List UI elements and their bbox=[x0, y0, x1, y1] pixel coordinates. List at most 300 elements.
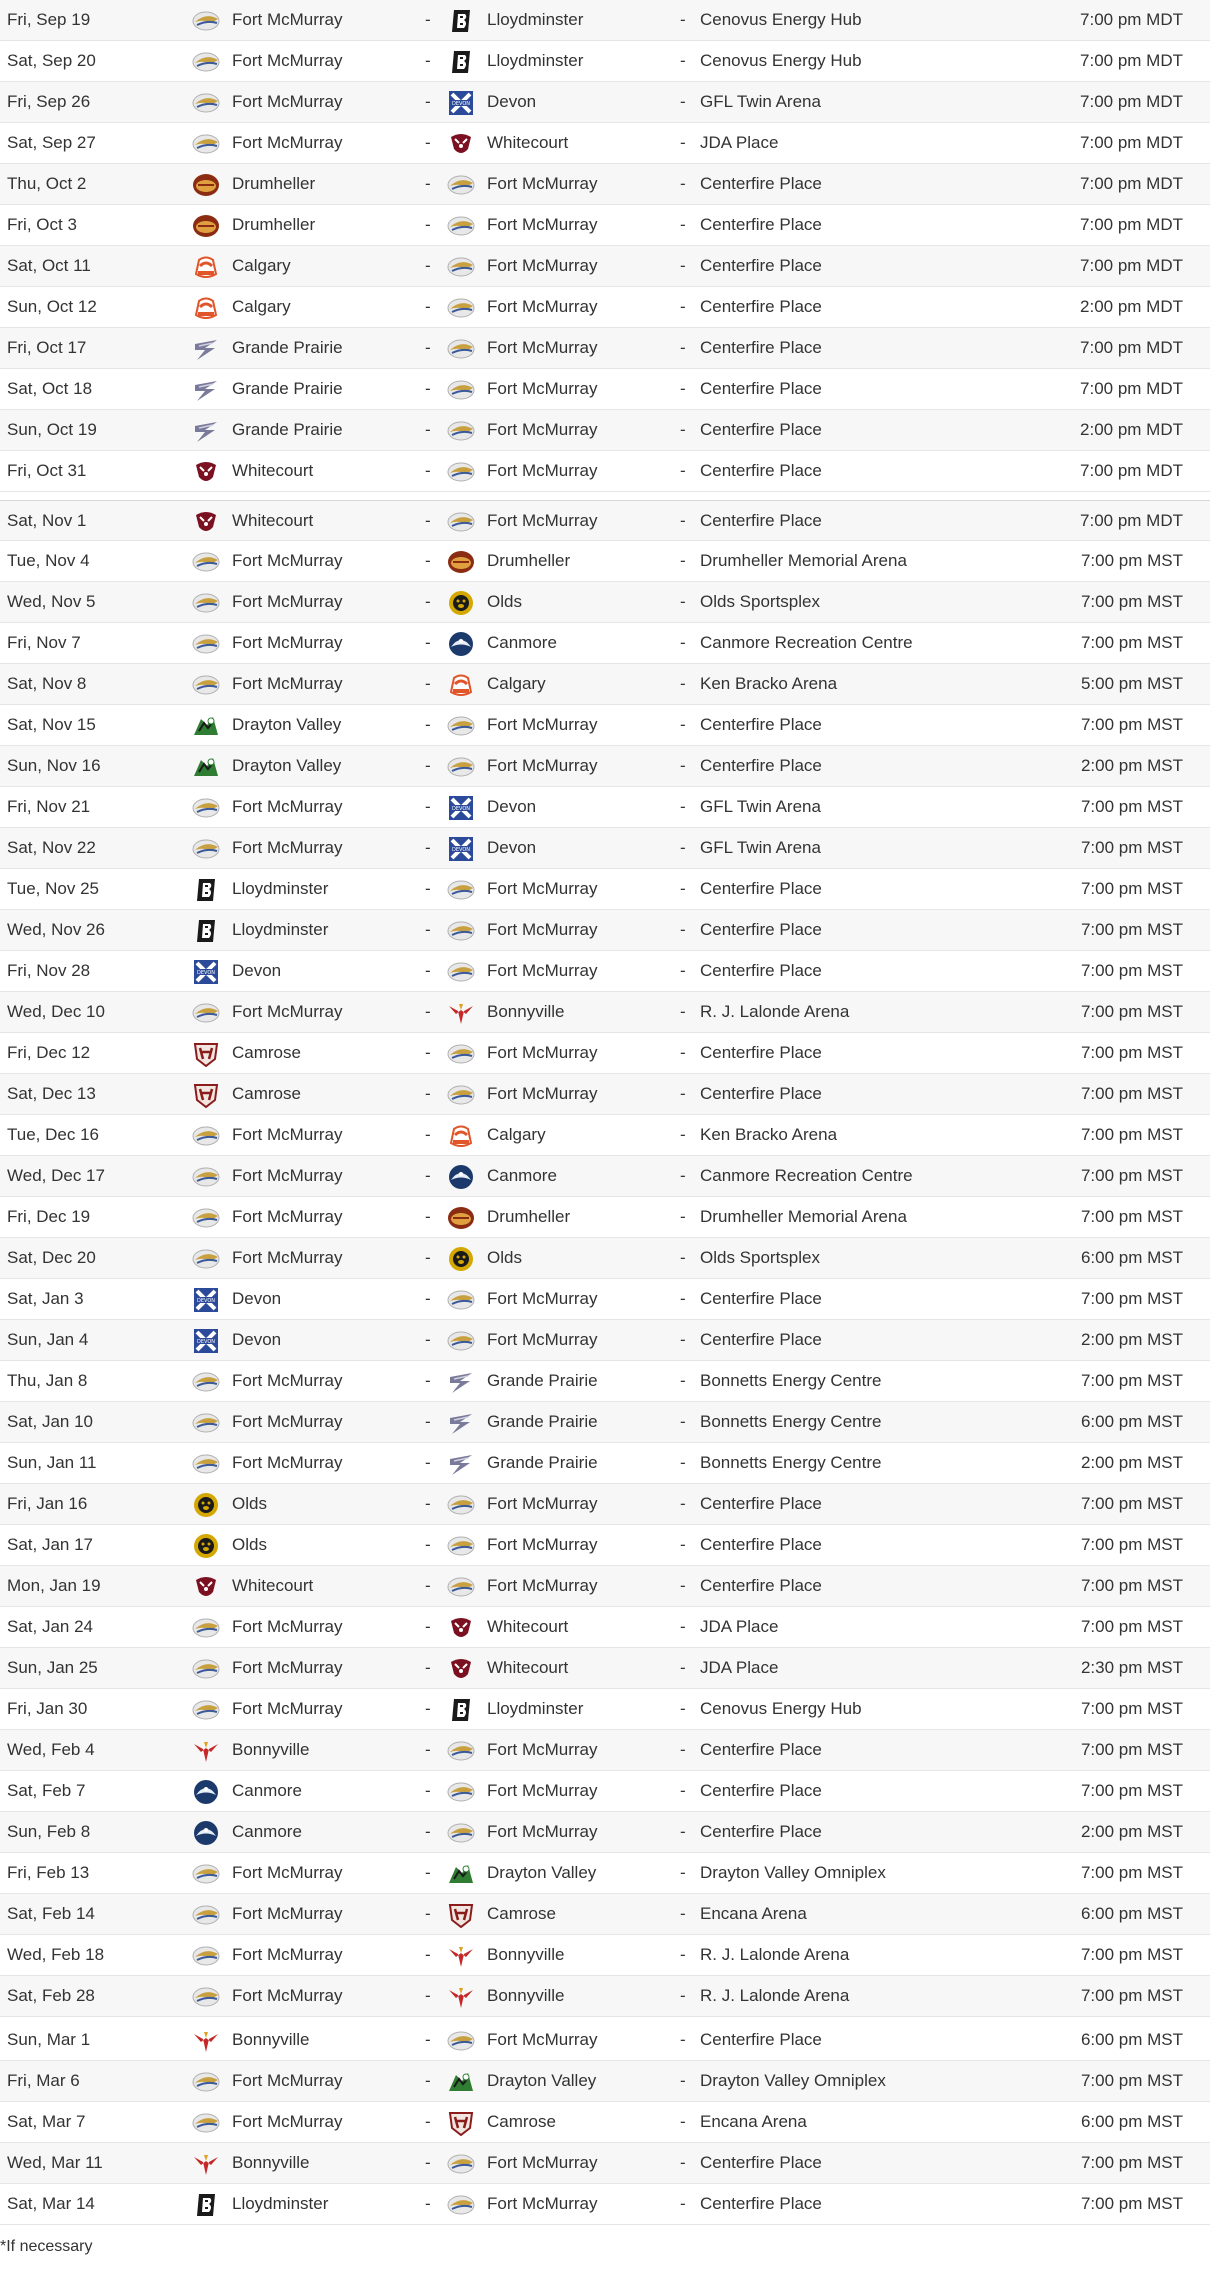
separator-dash: - bbox=[680, 10, 686, 29]
game-time: 7:00 pm MST bbox=[1080, 1740, 1183, 1759]
away-team-name: Fort McMurray bbox=[487, 2194, 598, 2213]
away-team-name: Devon bbox=[487, 797, 537, 816]
schedule-row bbox=[0, 582, 1210, 623]
venue-name: GFL Twin Arena bbox=[700, 797, 821, 816]
game-date: Fri, Oct 3 bbox=[7, 215, 77, 234]
venue-name: Centerfire Place bbox=[700, 379, 822, 398]
bobcats-logo-icon bbox=[191, 2192, 221, 2218]
schedule-row bbox=[0, 246, 1210, 287]
venue-name: Centerfire Place bbox=[700, 2030, 822, 2049]
venue-name: Drayton Valley Omniplex bbox=[700, 2071, 886, 2090]
venue-name: Centerfire Place bbox=[700, 338, 822, 357]
home-team-name: Drumheller bbox=[232, 215, 316, 234]
oil-barons-logo-icon bbox=[191, 1410, 221, 1436]
away-team-name: Calgary bbox=[487, 674, 546, 693]
home-team-name: Camrose bbox=[232, 1043, 301, 1062]
home-team-name: Fort McMurray bbox=[232, 1412, 343, 1431]
game-time: 7:00 pm MST bbox=[1080, 920, 1183, 939]
game-date: Sun, Nov 16 bbox=[7, 756, 101, 775]
schedule-row bbox=[0, 787, 1210, 828]
home-team-name: Fort McMurray bbox=[232, 1371, 343, 1390]
away-team-name: Fort McMurray bbox=[487, 420, 598, 439]
game-time: 7:00 pm MDT bbox=[1080, 461, 1183, 480]
game-time: 5:00 pm MST bbox=[1080, 674, 1183, 693]
venue-name: Cenovus Energy Hub bbox=[700, 1699, 862, 1718]
separator-dash: - bbox=[425, 133, 431, 152]
separator-dash: - bbox=[425, 297, 431, 316]
game-date: Sat, Mar 7 bbox=[7, 2112, 86, 2131]
separator-dash: - bbox=[680, 1289, 686, 1308]
separator-dash: - bbox=[680, 1945, 686, 1964]
oil-barons-logo-icon bbox=[191, 1451, 221, 1477]
canucks-logo-icon bbox=[446, 1123, 476, 1149]
storm-logo-icon bbox=[191, 336, 221, 362]
schedule-row bbox=[0, 2061, 1210, 2102]
venue-name: Centerfire Place bbox=[700, 879, 822, 898]
separator-dash: - bbox=[425, 1781, 431, 1800]
game-time: 2:30 pm MST bbox=[1080, 1658, 1183, 1677]
separator-dash: - bbox=[425, 1986, 431, 2005]
away-team-name: Grande Prairie bbox=[487, 1453, 598, 1472]
separator-dash: - bbox=[680, 51, 686, 70]
separator-dash: - bbox=[680, 92, 686, 111]
away-team-name: Fort McMurray bbox=[487, 174, 598, 193]
home-team-name: Devon bbox=[232, 1289, 282, 1308]
xtreme-logo-icon bbox=[446, 836, 476, 862]
game-time: 7:00 pm MST bbox=[1080, 797, 1183, 816]
separator-dash: - bbox=[425, 1863, 431, 1882]
separator-dash: - bbox=[680, 1412, 686, 1431]
pontiacs-logo-icon bbox=[191, 2028, 221, 2054]
oil-barons-logo-icon bbox=[191, 2110, 221, 2136]
home-team-name: Fort McMurray bbox=[232, 551, 343, 570]
svg-text:DEVON: DEVON bbox=[196, 1298, 216, 1304]
separator-dash: - bbox=[425, 1535, 431, 1554]
game-date: Sun, Mar 1 bbox=[7, 2030, 91, 2049]
separator-dash: - bbox=[425, 92, 431, 111]
pontiacs-logo-icon bbox=[446, 1984, 476, 2010]
venue-name: Centerfire Place bbox=[700, 961, 822, 980]
away-team-name: Fort McMurray bbox=[487, 1781, 598, 1800]
schedule-row bbox=[0, 1976, 1210, 2017]
schedule-row bbox=[0, 951, 1210, 992]
home-team-name: Grande Prairie bbox=[232, 338, 343, 357]
grizzlys-logo-icon bbox=[191, 1533, 221, 1559]
separator-dash: - bbox=[680, 1043, 686, 1062]
separator-dash: - bbox=[425, 756, 431, 775]
oil-barons-logo-icon bbox=[191, 1943, 221, 1969]
home-team-name: Olds bbox=[232, 1494, 267, 1513]
home-team-name: Bonnyville bbox=[232, 1740, 310, 1759]
separator-dash: - bbox=[680, 379, 686, 398]
venue-name: Centerfire Place bbox=[700, 920, 822, 939]
game-time: 7:00 pm MST bbox=[1080, 2071, 1183, 2090]
schedule-row bbox=[0, 746, 1210, 787]
game-date: Sun, Oct 19 bbox=[7, 420, 97, 439]
bobcats-logo-icon bbox=[191, 918, 221, 944]
separator-dash: - bbox=[680, 1740, 686, 1759]
schedule-row bbox=[0, 1279, 1210, 1320]
away-team-name: Fort McMurray bbox=[487, 1576, 598, 1595]
separator-dash: - bbox=[425, 1002, 431, 1021]
game-time: 7:00 pm MDT bbox=[1080, 92, 1183, 111]
separator-dash: - bbox=[680, 1617, 686, 1636]
venue-name: Centerfire Place bbox=[700, 1781, 822, 1800]
separator-dash: - bbox=[680, 1125, 686, 1144]
away-team-name: Fort McMurray bbox=[487, 461, 598, 480]
oil-barons-logo-icon bbox=[191, 49, 221, 75]
home-team-name: Bonnyville bbox=[232, 2030, 310, 2049]
game-time: 2:00 pm MDT bbox=[1080, 420, 1183, 439]
away-team-name: Drayton Valley bbox=[487, 2071, 597, 2090]
away-team-name: Fort McMurray bbox=[487, 1084, 598, 1103]
venue-name: JDA Place bbox=[700, 1617, 779, 1636]
schedule-row bbox=[0, 1074, 1210, 1115]
game-time: 7:00 pm MST bbox=[1080, 1166, 1183, 1185]
away-team-name: Calgary bbox=[487, 1125, 546, 1144]
separator-dash: - bbox=[425, 551, 431, 570]
game-date: Thu, Oct 2 bbox=[7, 174, 87, 193]
oil-barons-logo-icon bbox=[446, 1574, 476, 1600]
game-time: 2:00 pm MST bbox=[1080, 1330, 1183, 1349]
separator-dash: - bbox=[680, 715, 686, 734]
game-date: Fri, Jan 16 bbox=[7, 1494, 88, 1513]
xtreme-logo-icon bbox=[191, 1287, 221, 1313]
svg-text:DEVON: DEVON bbox=[196, 970, 216, 976]
game-time: 7:00 pm MST bbox=[1080, 1207, 1183, 1226]
game-time: 2:00 pm MDT bbox=[1080, 297, 1183, 316]
separator-dash: - bbox=[680, 133, 686, 152]
game-time: 7:00 pm MST bbox=[1080, 1781, 1183, 1800]
separator-dash: - bbox=[425, 174, 431, 193]
game-date: Wed, Nov 5 bbox=[7, 592, 96, 611]
schedule-row bbox=[0, 1402, 1210, 1443]
separator-dash: - bbox=[425, 256, 431, 275]
game-date: Sun, Oct 12 bbox=[7, 297, 97, 316]
venue-name: Centerfire Place bbox=[700, 511, 822, 530]
separator-dash: - bbox=[680, 756, 686, 775]
venue-name: Centerfire Place bbox=[700, 1822, 822, 1841]
game-time: 7:00 pm MST bbox=[1080, 838, 1183, 857]
game-date: Sat, Dec 13 bbox=[7, 1084, 96, 1103]
separator-dash: - bbox=[680, 1330, 686, 1349]
oil-barons-logo-icon bbox=[191, 1123, 221, 1149]
separator-dash: - bbox=[425, 1412, 431, 1431]
oil-barons-logo-icon bbox=[446, 2192, 476, 2218]
storm-logo-icon bbox=[191, 418, 221, 444]
separator-dash: - bbox=[680, 1658, 686, 1677]
schedule-row bbox=[0, 828, 1210, 869]
home-team-name: Drumheller bbox=[232, 174, 316, 193]
separator-dash: - bbox=[425, 1658, 431, 1677]
oil-barons-logo-icon bbox=[446, 172, 476, 198]
game-time: 7:00 pm MST bbox=[1080, 592, 1183, 611]
game-time: 7:00 pm MDT bbox=[1080, 174, 1183, 193]
schedule-row bbox=[0, 1197, 1210, 1238]
home-team-name: Grande Prairie bbox=[232, 420, 343, 439]
separator-dash: - bbox=[425, 461, 431, 480]
oil-barons-logo-icon bbox=[191, 631, 221, 657]
oil-barons-logo-icon bbox=[446, 377, 476, 403]
game-date: Fri, Nov 21 bbox=[7, 797, 91, 816]
separator-dash: - bbox=[680, 215, 686, 234]
game-date: Tue, Nov 25 bbox=[7, 879, 99, 898]
wolverines-logo-icon bbox=[191, 509, 221, 535]
separator-dash: - bbox=[680, 1863, 686, 1882]
home-team-name: Devon bbox=[232, 961, 282, 980]
game-date: Sun, Jan 4 bbox=[7, 1330, 89, 1349]
venue-name: Centerfire Place bbox=[700, 2194, 822, 2213]
separator-dash: - bbox=[680, 1822, 686, 1841]
game-date: Sat, Mar 14 bbox=[7, 2194, 95, 2213]
separator-dash: - bbox=[680, 551, 686, 570]
schedule-row bbox=[0, 1607, 1210, 1648]
game-time: 7:00 pm MST bbox=[1080, 1986, 1183, 2005]
schedule-row bbox=[0, 1853, 1210, 1894]
game-date: Wed, Feb 18 bbox=[7, 1945, 105, 1964]
game-time: 7:00 pm MST bbox=[1080, 1699, 1183, 1718]
away-team-name: Fort McMurray bbox=[487, 879, 598, 898]
game-time: 7:00 pm MST bbox=[1080, 2194, 1183, 2213]
game-date: Fri, Sep 26 bbox=[7, 92, 91, 111]
oil-barons-logo-icon bbox=[191, 1000, 221, 1026]
xtreme-logo-icon bbox=[446, 90, 476, 116]
away-team-name: Bonnyville bbox=[487, 1945, 565, 1964]
game-time: 7:00 pm MST bbox=[1080, 1371, 1183, 1390]
oil-barons-logo-icon bbox=[446, 754, 476, 780]
oil-barons-logo-icon bbox=[191, 1615, 221, 1641]
game-time: 7:00 pm MDT bbox=[1080, 511, 1183, 530]
home-team-name: Fort McMurray bbox=[232, 797, 343, 816]
separator-dash: - bbox=[680, 879, 686, 898]
schedule-row bbox=[0, 910, 1210, 951]
game-time: 2:00 pm MST bbox=[1080, 1453, 1183, 1472]
separator-dash: - bbox=[425, 920, 431, 939]
venue-name: Centerfire Place bbox=[700, 1535, 822, 1554]
separator-dash: - bbox=[425, 2153, 431, 2172]
thunder-logo-icon bbox=[446, 1861, 476, 1887]
pontiacs-logo-icon bbox=[191, 2151, 221, 2177]
separator-dash: - bbox=[680, 1084, 686, 1103]
oil-barons-logo-icon bbox=[191, 549, 221, 575]
game-time: 7:00 pm MDT bbox=[1080, 338, 1183, 357]
separator-dash: - bbox=[425, 1371, 431, 1390]
away-team-name: Lloydminster bbox=[487, 51, 584, 70]
game-time: 7:00 pm MST bbox=[1080, 1125, 1183, 1144]
schedule-row bbox=[0, 1484, 1210, 1525]
oil-barons-logo-icon bbox=[446, 213, 476, 239]
away-team-name: Drumheller bbox=[487, 551, 571, 570]
home-team-name: Fort McMurray bbox=[232, 1617, 343, 1636]
venue-name: Encana Arena bbox=[700, 1904, 807, 1923]
separator-dash: - bbox=[425, 1576, 431, 1595]
schedule-row bbox=[0, 1033, 1210, 1074]
away-team-name: Fort McMurray bbox=[487, 1330, 598, 1349]
oil-barons-logo-icon bbox=[191, 590, 221, 616]
separator-dash: - bbox=[425, 961, 431, 980]
separator-dash: - bbox=[680, 674, 686, 693]
away-team-name: Lloydminster bbox=[487, 1699, 584, 1718]
game-time: 7:00 pm MDT bbox=[1080, 51, 1183, 70]
eagles-logo-icon bbox=[446, 1164, 476, 1190]
separator-dash: - bbox=[425, 10, 431, 29]
dragons-logo-icon bbox=[191, 172, 221, 198]
venue-name: Centerfire Place bbox=[700, 1494, 822, 1513]
bobcats-logo-icon bbox=[191, 877, 221, 903]
game-date: Fri, Sep 19 bbox=[7, 10, 91, 29]
venue-name: Drayton Valley Omniplex bbox=[700, 1863, 886, 1882]
game-date: Fri, Oct 31 bbox=[7, 461, 87, 480]
oil-barons-logo-icon bbox=[446, 918, 476, 944]
game-date: Wed, Nov 26 bbox=[7, 920, 105, 939]
game-date: Fri, Feb 13 bbox=[7, 1863, 90, 1882]
separator-dash: - bbox=[425, 1740, 431, 1759]
separator-dash: - bbox=[680, 1371, 686, 1390]
footnote: *If necessary bbox=[0, 2238, 93, 2255]
schedule-row bbox=[0, 1730, 1210, 1771]
game-date: Wed, Feb 4 bbox=[7, 1740, 95, 1759]
venue-name: Canmore Recreation Centre bbox=[700, 1166, 913, 1185]
away-team-name: Camrose bbox=[487, 2112, 556, 2131]
separator-dash: - bbox=[680, 1453, 686, 1472]
venue-name: Centerfire Place bbox=[700, 256, 822, 275]
oil-barons-logo-icon bbox=[446, 295, 476, 321]
thunder-logo-icon bbox=[191, 713, 221, 739]
game-date: Sat, Oct 18 bbox=[7, 379, 93, 398]
away-team-name: Drumheller bbox=[487, 1207, 571, 1226]
game-date: Fri, Dec 19 bbox=[7, 1207, 91, 1226]
oil-barons-logo-icon bbox=[446, 459, 476, 485]
separator-dash: - bbox=[425, 592, 431, 611]
oil-barons-logo-icon bbox=[191, 90, 221, 116]
schedule-row bbox=[0, 1525, 1210, 1566]
venue-name: Centerfire Place bbox=[700, 174, 822, 193]
oil-barons-logo-icon bbox=[446, 959, 476, 985]
venue-name: Centerfire Place bbox=[700, 2153, 822, 2172]
separator-dash: - bbox=[425, 1699, 431, 1718]
game-date: Sat, Nov 8 bbox=[7, 674, 87, 693]
separator-dash: - bbox=[680, 511, 686, 530]
game-time: 7:00 pm MDT bbox=[1080, 379, 1183, 398]
away-team-name: Fort McMurray bbox=[487, 511, 598, 530]
home-team-name: Olds bbox=[232, 1535, 267, 1554]
venue-name: Olds Sportsplex bbox=[700, 1248, 820, 1267]
game-date: Fri, Dec 12 bbox=[7, 1043, 91, 1062]
home-team-name: Fort McMurray bbox=[232, 674, 343, 693]
game-time: 7:00 pm MST bbox=[1080, 1945, 1183, 1964]
separator-dash: - bbox=[680, 961, 686, 980]
game-time: 7:00 pm MDT bbox=[1080, 133, 1183, 152]
separator-dash: - bbox=[680, 797, 686, 816]
schedule-row bbox=[0, 1812, 1210, 1853]
venue-name: Centerfire Place bbox=[700, 461, 822, 480]
home-team-name: Bonnyville bbox=[232, 2153, 310, 2172]
schedule-row bbox=[0, 0, 1210, 41]
oil-barons-logo-icon bbox=[446, 713, 476, 739]
kodiaks-logo-icon bbox=[191, 1082, 221, 1108]
venue-name: Centerfire Place bbox=[700, 1576, 822, 1595]
schedule-row bbox=[0, 2143, 1210, 2184]
home-team-name: Canmore bbox=[232, 1822, 302, 1841]
pontiacs-logo-icon bbox=[191, 1738, 221, 1764]
schedule-row bbox=[0, 1115, 1210, 1156]
home-team-name: Calgary bbox=[232, 256, 291, 275]
separator-dash: - bbox=[425, 797, 431, 816]
game-date: Sat, Jan 3 bbox=[7, 1289, 84, 1308]
game-date: Mon, Jan 19 bbox=[7, 1576, 101, 1595]
separator-dash: - bbox=[680, 633, 686, 652]
venue-name: Bonnetts Energy Centre bbox=[700, 1453, 882, 1472]
home-team-name: Fort McMurray bbox=[232, 1248, 343, 1267]
storm-logo-icon bbox=[446, 1410, 476, 1436]
separator-dash: - bbox=[680, 1699, 686, 1718]
home-team-name: Fort McMurray bbox=[232, 1166, 343, 1185]
separator-dash: - bbox=[680, 338, 686, 357]
schedule-row bbox=[0, 992, 1210, 1033]
separator-dash: - bbox=[680, 297, 686, 316]
schedule-row bbox=[0, 328, 1210, 369]
pontiacs-logo-icon bbox=[446, 1000, 476, 1026]
venue-name: R. J. Lalonde Arena bbox=[700, 1945, 850, 1964]
away-team-name: Bonnyville bbox=[487, 1002, 565, 1021]
game-date: Wed, Dec 17 bbox=[7, 1166, 105, 1185]
schedule-row bbox=[0, 705, 1210, 746]
game-time: 2:00 pm MST bbox=[1080, 756, 1183, 775]
away-team-name: Devon bbox=[487, 838, 537, 857]
schedule-row bbox=[0, 1156, 1210, 1197]
oil-barons-logo-icon bbox=[191, 836, 221, 862]
venue-name: GFL Twin Arena bbox=[700, 92, 821, 111]
separator-dash: - bbox=[680, 1986, 686, 2005]
canucks-logo-icon bbox=[191, 295, 221, 321]
away-team-name: Devon bbox=[487, 92, 537, 111]
away-team-name: Fort McMurray bbox=[487, 1289, 598, 1308]
eagles-logo-icon bbox=[191, 1820, 221, 1846]
home-team-name: Fort McMurray bbox=[232, 2071, 343, 2090]
game-time: 7:00 pm MST bbox=[1080, 715, 1183, 734]
venue-name: Canmore Recreation Centre bbox=[700, 633, 913, 652]
game-time: 7:00 pm MST bbox=[1080, 1002, 1183, 1021]
separator-dash: - bbox=[680, 174, 686, 193]
game-date: Tue, Nov 4 bbox=[7, 551, 90, 570]
game-date: Fri, Jan 30 bbox=[7, 1699, 88, 1718]
separator-dash: - bbox=[680, 592, 686, 611]
schedule-row bbox=[0, 123, 1210, 164]
home-team-name: Fort McMurray bbox=[232, 1453, 343, 1472]
home-team-name: Whitecourt bbox=[232, 461, 314, 480]
game-date: Sun, Feb 8 bbox=[7, 1822, 91, 1841]
venue-name: Centerfire Place bbox=[700, 1084, 822, 1103]
schedule-row bbox=[0, 623, 1210, 664]
dragons-logo-icon bbox=[191, 213, 221, 239]
home-team-name: Camrose bbox=[232, 1084, 301, 1103]
home-team-name: Lloydminster bbox=[232, 920, 329, 939]
kodiaks-logo-icon bbox=[446, 1902, 476, 1928]
oil-barons-logo-icon bbox=[446, 336, 476, 362]
separator-dash: - bbox=[425, 1494, 431, 1513]
oil-barons-logo-icon bbox=[191, 1369, 221, 1395]
home-team-name: Fort McMurray bbox=[232, 1699, 343, 1718]
oil-barons-logo-icon bbox=[446, 509, 476, 535]
canucks-logo-icon bbox=[191, 254, 221, 280]
separator-dash: - bbox=[425, 2030, 431, 2049]
home-team-name: Fort McMurray bbox=[232, 51, 343, 70]
separator-dash: - bbox=[680, 1576, 686, 1595]
home-team-name: Lloydminster bbox=[232, 2194, 329, 2213]
game-time: 7:00 pm MST bbox=[1080, 2153, 1183, 2172]
separator-dash: - bbox=[680, 1002, 686, 1021]
schedule-row bbox=[0, 2020, 1210, 2061]
